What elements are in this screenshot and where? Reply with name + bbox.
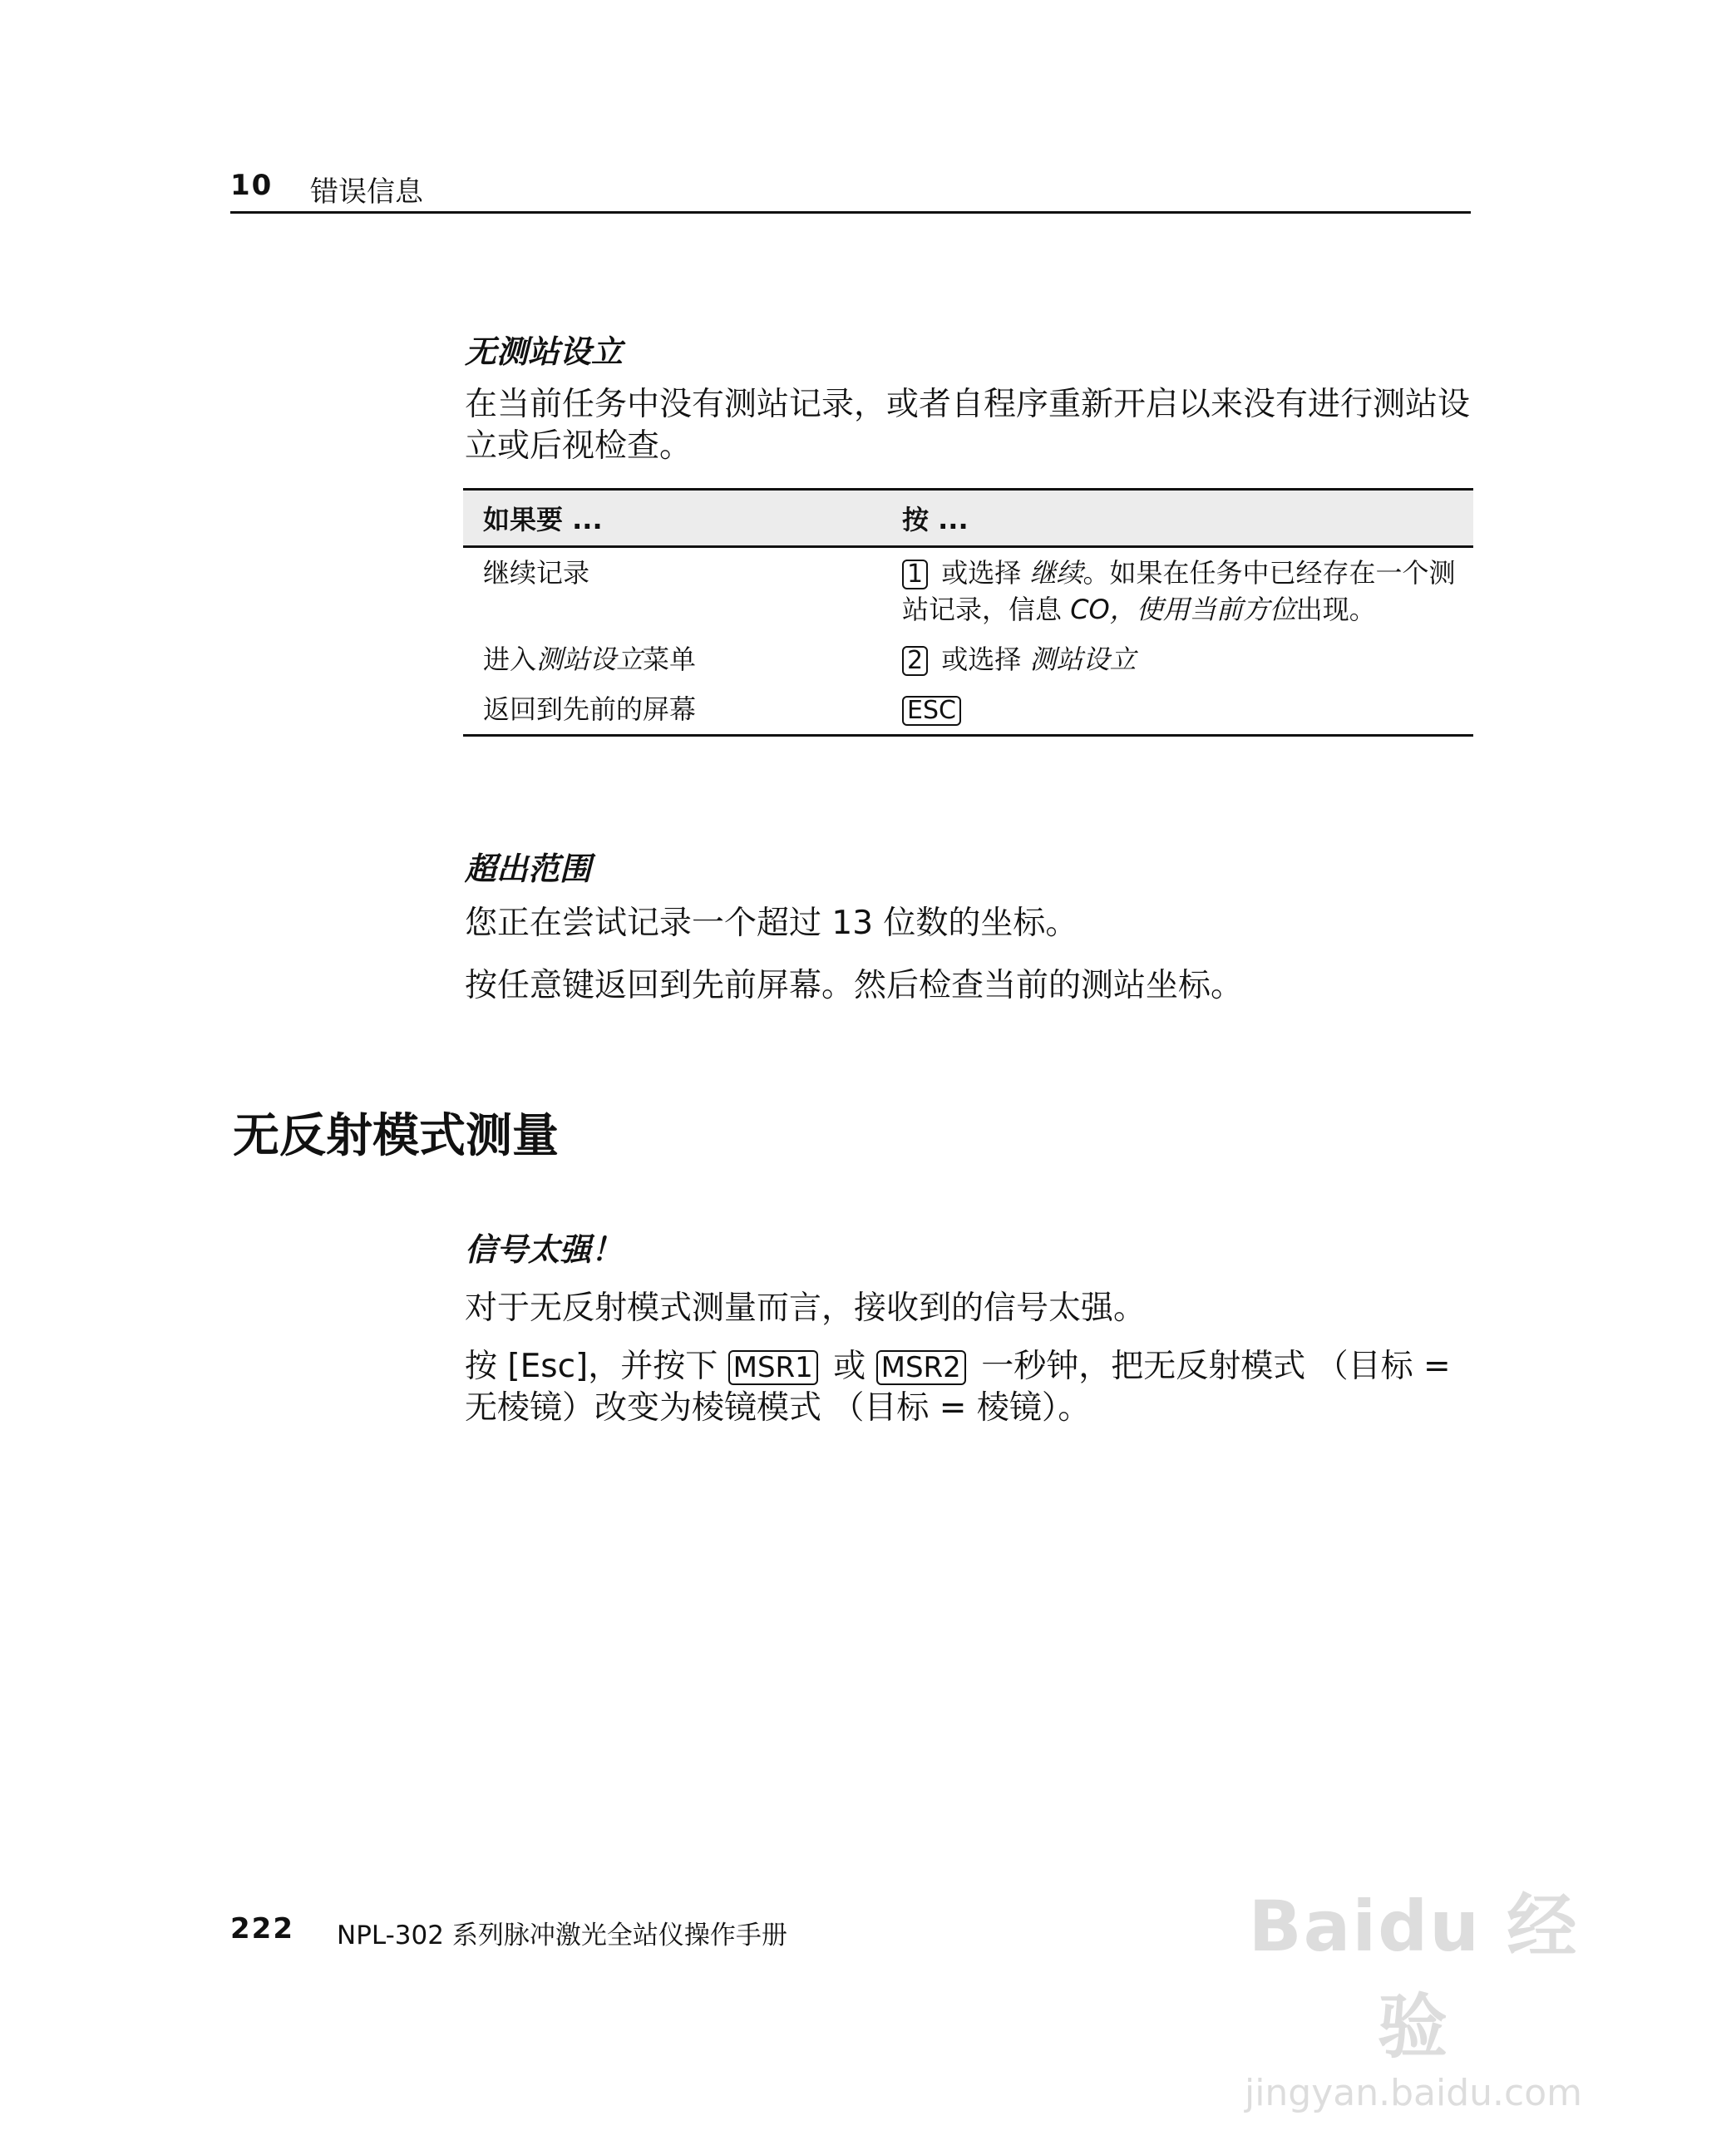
section-title-signal-strong: 信号太强！: [465, 1231, 624, 1268]
menu-name: 测站设立: [536, 644, 644, 675]
table-cell: [882, 547, 1473, 635]
table-cell: [463, 634, 882, 684]
text: 菜单: [643, 644, 697, 675]
text: 。如果在任务中已经存在一个测站记录，信息: [902, 557, 1456, 625]
table-cell: [882, 684, 1473, 736]
section-title-no-station: 无测站设立: [465, 333, 624, 370]
baidu-watermark: [1214, 1871, 1613, 2114]
text: 一秒钟，把无反射模式 （目标 = 无棱镜）改变为棱镜模式 （目标 = 棱镜）。: [465, 1348, 1451, 1427]
chapter-title: 错误信息: [310, 175, 423, 209]
section-body-no-station: 在当前任务中没有测站记录，或者自程序重新开启以来没有进行测站设立或后视检查。: [465, 386, 1471, 465]
menu-option: 继续: [1029, 557, 1083, 589]
section-heading: 无反射模式测量: [233, 1109, 559, 1163]
key-esc: ESC: [902, 696, 961, 726]
chapter-number: 10: [230, 169, 274, 202]
section-title-out-of-range: 超出范围: [465, 851, 592, 887]
manual-title: NPL-302 系列脉冲激光全站仪操作手册: [337, 1921, 787, 1950]
table-header-row: [463, 490, 1473, 547]
text: 按 [Esc]，并按下: [465, 1348, 728, 1385]
text: 或: [822, 1348, 876, 1385]
watermark-url: jingyan.baidu.com: [1244, 2072, 1583, 2114]
table-row: [463, 684, 1473, 736]
table-cell: 继续记录: [483, 557, 590, 589]
action-table: [463, 488, 1473, 737]
text: 或选择: [933, 557, 1030, 589]
watermark-logo: Baidu 经验: [1248, 1886, 1579, 2068]
key-msr1: MSR1: [728, 1350, 818, 1385]
text: 进入: [483, 644, 537, 675]
key-1: 1: [902, 560, 928, 589]
page-number: 222: [230, 1912, 294, 1945]
header-divider: [230, 211, 1471, 214]
table-header: 如果要 ...: [463, 490, 882, 547]
table-header: 按 ...: [882, 490, 1473, 547]
paragraph: 您正在尝试记录一个超过 13 位数的坐标。: [465, 905, 1078, 942]
menu-option: 测站设立: [1029, 644, 1137, 675]
table-cell: 返回到先前的屏幕: [463, 684, 882, 736]
table-row: [463, 634, 1473, 684]
key-msr2: MSR2: [876, 1350, 966, 1385]
paragraph: 对于无反射模式测量而言，接收到的信号太强。: [465, 1290, 1147, 1327]
message: CO，使用当前方位: [1070, 594, 1296, 625]
text: 或选择: [933, 644, 1030, 675]
paragraph: [465, 1346, 1475, 1429]
key-2: 2: [902, 646, 928, 676]
text: 出现。: [1295, 594, 1376, 625]
paragraph: 按任意键返回到先前屏幕。然后检查当前的测站坐标。: [465, 967, 1244, 1004]
table-row: [463, 547, 1473, 635]
table-cell: [882, 634, 1473, 684]
